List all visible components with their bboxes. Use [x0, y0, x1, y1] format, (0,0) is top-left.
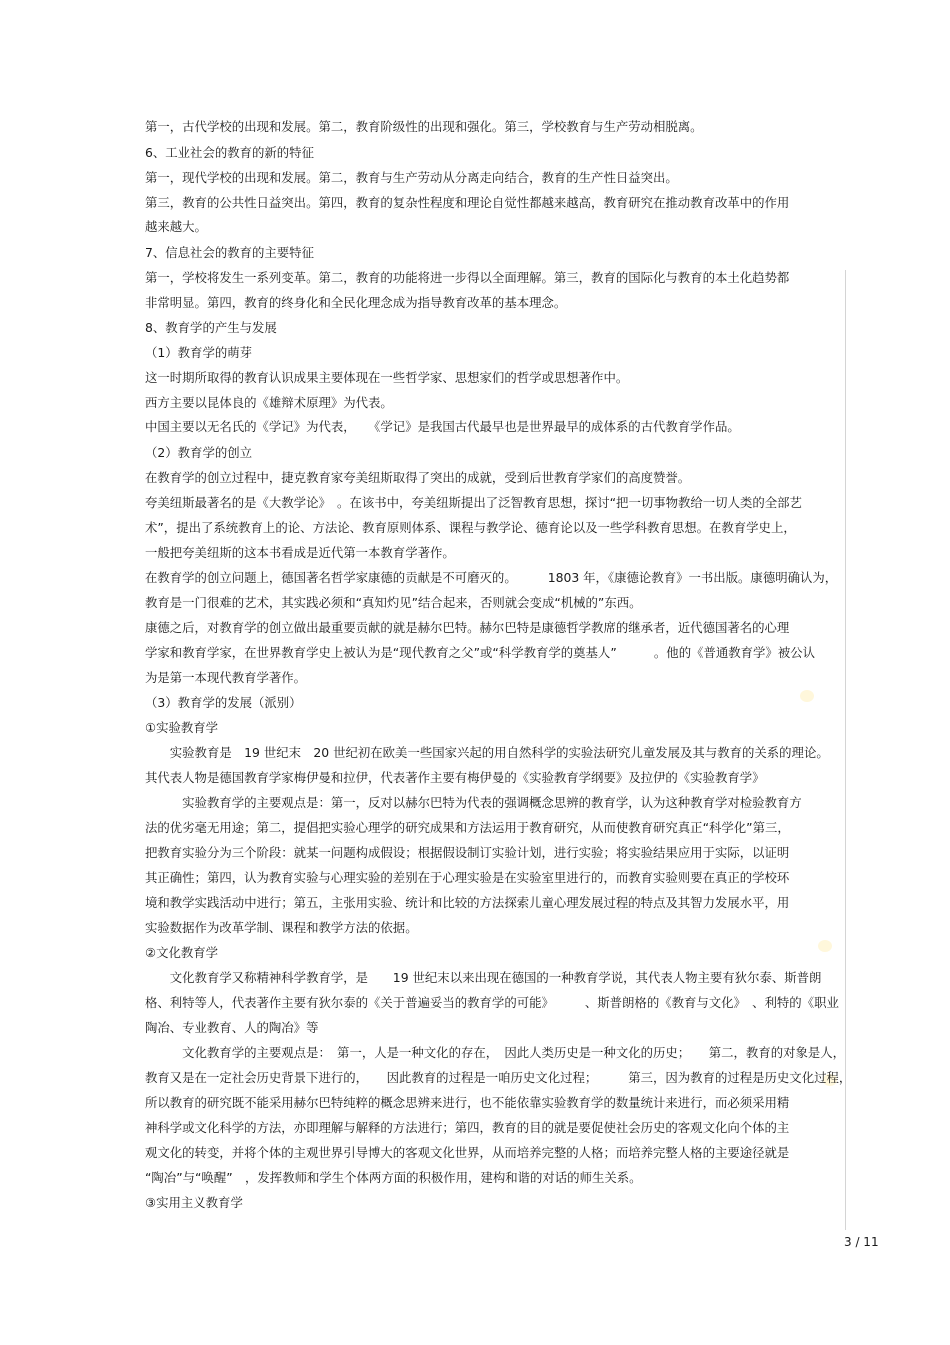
text-line: 法的优劣毫无用途；第二，提倡把实验心理学的研究成果和方法运用于教育研究，从而使教育研究真正“科学化”第三，: [145, 820, 790, 835]
text-line: 境和教学实践活动中进行；第五，主张用实验、统计和比较的方法探索儿童心理发展过程的特点及其智力发展水平，用: [145, 895, 790, 910]
section-heading: 8、教育学的产生与发展: [145, 320, 277, 335]
text-line: 教育又是在一定社会历史背景下进行的， 因此教育的过程是一咱历史文化过程； 第三，因为教育的过程是历史文化过程，: [145, 1070, 852, 1085]
text-line: “陶冶”与“唤醒” ，发挥教师和学生个体两方面的积极作用，建构和谐的对话的师生关系。: [145, 1170, 642, 1185]
section-heading: 7、信息社会的教育的主要特征: [145, 245, 314, 260]
text-line: 观文化的转变，并将个体的主观世界引导博大的客观文化世界，从而培养完整的人格；而培养完整人格的主要途径就是: [145, 1145, 790, 1160]
text-line: 学家和教育学家，在世界教育学史上被认为是“现代教育之父”或“科学教育学的奠基人” 。他的《普通教育学》被公认: [145, 645, 815, 660]
subsection-heading: （3）教育学的发展（派别）: [145, 695, 302, 710]
text-line: 其代表人物是德国教育学家梅伊曼和拉伊，代表著作主要有梅伊曼的《实验教育学纲要》及拉伊的《实验教育学》: [145, 770, 765, 785]
subsection-heading: （1）教育学的萌芽: [145, 345, 253, 360]
watermark-dot: [800, 690, 814, 702]
section-heading: 6、工业社会的教育的新的特征: [145, 145, 314, 160]
text-line: 文化教育学的主要观点是： 第一，人是一种文化的存在， 因此人类历史是一种文化的历史； 第二，教育的对象是人，: [145, 1045, 846, 1060]
text-line: 非常明显。第四，教育的终身化和全民化理念成为指导教育改革的基本理念。: [145, 295, 567, 310]
text-line: 夸美纽斯最著名的是《大教学论》 。在该书中，夸美纽斯提出了泛智教育思想，探讨“把一切事物教给一切人类的全部艺: [145, 495, 802, 510]
text-line: 西方主要以昆体良的《雄辩术原理》为代表。: [145, 395, 393, 410]
text-line: 康德之后，对教育学的创立做出最重要贡献的就是赫尔巴特。赫尔巴特是康德哲学教席的继承者，近代德国著名的心理: [145, 620, 790, 635]
list-heading: ①实验教育学: [145, 720, 219, 735]
text-line: 术”，提出了系统教育上的论、方法论、教育原则体系、课程与教学论、德育论以及一些学科教育思想。在教育学史上，: [145, 520, 796, 535]
page-number: 3 / 11: [844, 1235, 879, 1249]
text-line: 把教育实验分为三个阶段：就某一问题构成假设；根据假设制订实验计划，进行实验；将实验结果应用于实际，以证明: [145, 845, 790, 860]
text-line: 实验教育是 19 世纪末 20 世纪初在欧美一些国家兴起的用自然科学的实验法研究儿童发展及其与教育的关系的理论。: [145, 745, 829, 760]
text-line: 第一，学校将发生一系列变革。第二，教育的功能将进一步得以全面理解。第三，教育的国际化与教育的本土化趋势都: [145, 270, 790, 285]
text-line: 陶冶、专业教育、人的陶冶》等: [145, 1020, 319, 1035]
text-line: 其正确性；第四，认为教育实验与心理实验的差别在于心理实验是在实验室里进行的，而教育实验则要在真正的学校环: [145, 870, 790, 885]
text-line: 第一，古代学校的出现和发展。第二，教育阶级性的出现和强化。第三，学校教育与生产劳动相脱离。: [145, 119, 703, 134]
text-line: 这一时期所取得的教育认识成果主要体现在一些哲学家、思想家们的哲学或思想著作中。: [145, 370, 629, 385]
text-line: 第一，现代学校的出现和发展。第二，教育与生产劳动从分离走向结合，教育的生产性日益突出。: [145, 170, 678, 185]
text-line: 神科学或文化科学的方法，亦即理解与解释的方法进行；第四，教育的目的就是要促使社会历史的客观文化向个体的主: [145, 1120, 790, 1135]
text-line: 在教育学的创立问题上，德国著名哲学家康德的贡献是不可磨灭的。 1803 年，《康德论教育》一书出版。康德明确认为，: [145, 570, 838, 585]
text-line: 中国主要以无名氏的《学记》为代表， 《学记》是我国古代最早也是世界最早的成体系的古代教育学作品。: [145, 419, 740, 434]
text-line: 第三，教育的公共性日益突出。第四，教育的复杂性程度和理论自觉性都越来越高，教育研究在推动教育改革中的作用: [145, 195, 790, 210]
subsection-heading: （2）教育学的创立: [145, 445, 253, 460]
text-line: 一般把夸美纽斯的这本书看成是近代第一本教育学著作。: [145, 545, 455, 560]
text-line: 实验教育学的主要观点是：第一，反对以赫尔巴特为代表的强调概念思辨的教育学，认为这种教育学对检验教育方: [145, 795, 802, 810]
watermark-dot: [818, 940, 832, 952]
list-heading: ③实用主义教育学: [145, 1195, 243, 1210]
text-line: 为是第一本现代教育学著作。: [145, 670, 307, 685]
text-line: 实验数据作为改革学制、课程和教学方法的依据。: [145, 920, 418, 935]
text-line: 所以教育的研究既不能采用赫尔巴特纯粹的概念思辨来进行，也不能依靠实验教育学的数量统计来进行，而必须采用精: [145, 1095, 790, 1110]
list-heading: ②文化教育学: [145, 945, 219, 960]
text-line: 在教育学的创立过程中，捷克教育家夸美纽斯取得了突出的成就，受到后世教育学家们的高度赞誉。: [145, 470, 691, 485]
text-line: 教育是一门很难的艺术，其实践必须和“真知灼见”结合起来，否则就会变成“机械的”东西。: [145, 595, 642, 610]
text-line: 文化教育学又称精神科学教育学，是 19 世纪末以来出现在德国的一种教育学说，其代表人物主要有狄尔泰、斯普朗: [145, 970, 822, 985]
margin-rule: [845, 270, 846, 1230]
text-line: 越来越大。: [145, 219, 207, 234]
text-line: 格、利特等人，代表著作主要有狄尔泰的《关于普遍妥当的教育学的可能》 、斯普朗格的《教育与文化》 、利特的《职业: [145, 995, 839, 1010]
